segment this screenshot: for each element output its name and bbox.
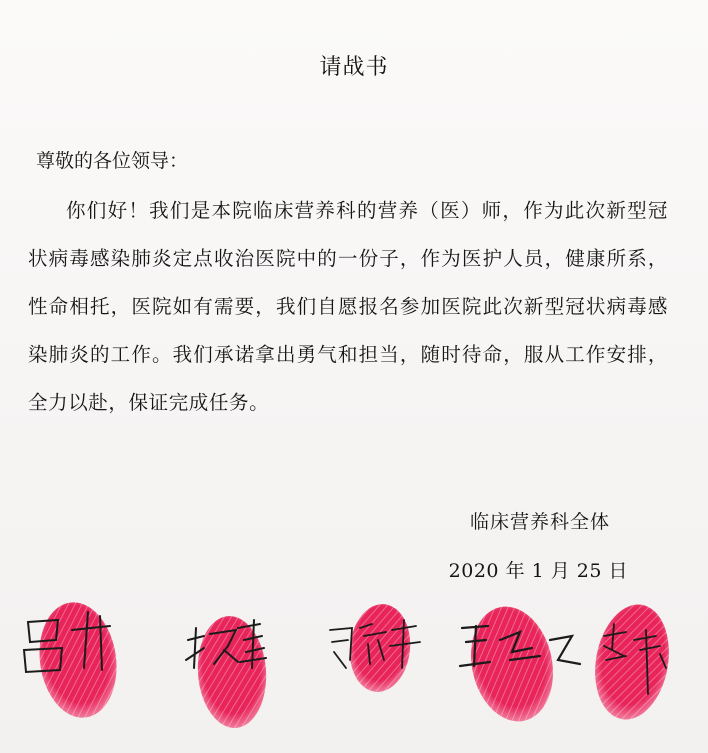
body-paragraph: 你们好！我们是本院临床营养科的营养（医）师，作为此次新型冠状病毒感染肺炎定点收治医院中的一份子，作为医护人员，健康所系，性命相托，医院如有需要，我们自愿报名参加医院此次新型冠状病毒感染肺炎的工作。我们承诺拿出勇气和担当，随时待命，服从工作安排，全力以赴，保证完成任务。 xyxy=(28,199,668,414)
fingerprints-and-signatures xyxy=(0,595,708,753)
document-title: 请战书 xyxy=(319,55,389,80)
fingerprint-1 xyxy=(32,597,123,722)
signatory-department: 临床营养科全体 xyxy=(469,511,610,533)
document-date: 2020 年 1 月 25 日 xyxy=(448,560,628,582)
salutation: 尊敬的各位领导： xyxy=(36,150,189,172)
signature-block xyxy=(449,507,628,583)
